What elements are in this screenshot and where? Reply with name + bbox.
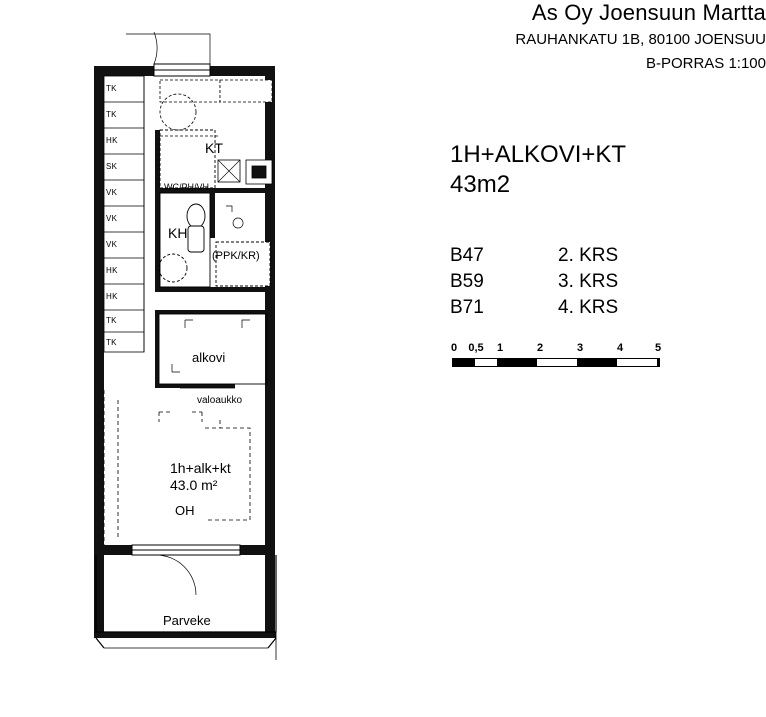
room-label-balcony: Parveke [163, 613, 211, 628]
room-label-light-opening: valoaukko [197, 395, 243, 406]
room-label-living: OH [175, 503, 195, 518]
scale-bar-labels [452, 342, 660, 356]
closet-label: VK [106, 214, 118, 223]
scale-tick-3: 3 [576, 342, 584, 354]
unit-floor: 3. KRS [558, 271, 619, 292]
unit-floor: 4. KRS [558, 297, 619, 318]
closet-label: TK [106, 84, 117, 93]
scale-tick-05: 0,5 [468, 342, 484, 354]
closet-label: TK [106, 316, 117, 325]
room-label-bathroom: KH [168, 225, 188, 241]
unit-code: B59 [450, 271, 484, 292]
room-label-alcove: alkovi [192, 350, 226, 365]
unit-floor-table [450, 243, 618, 321]
apartment-type-block [450, 140, 626, 200]
unit-code: B71 [450, 297, 484, 318]
unit-floor: 2. KRS [558, 245, 619, 266]
table-row [450, 295, 618, 321]
balcony-door [132, 545, 240, 595]
plan-area-label: 43.0 m² [170, 477, 218, 493]
scale-bar [452, 342, 660, 367]
unit-code: B47 [450, 245, 484, 266]
room-label-kitchen: KT [205, 140, 223, 156]
address-line: RAUHANKATU 1B, 80100 JOENSUU [515, 31, 766, 48]
scale-tick-1: 1 [496, 342, 504, 354]
table-row [450, 269, 618, 295]
closet-label: SK [106, 162, 118, 171]
closet-label: VK [106, 240, 118, 249]
closet-label: TK [106, 110, 117, 119]
stair-scale-line: B-PORRAS 1:100 [645, 55, 766, 72]
scale-tick-0: 0 [450, 342, 458, 354]
alcove-room [159, 314, 267, 384]
closet-label: TK [106, 338, 117, 347]
closet-label: HK [106, 266, 118, 275]
closet-label: VK [106, 188, 118, 197]
balcony-outline [96, 555, 276, 660]
closet-label: HK [106, 292, 118, 301]
closet-label: HK [106, 136, 118, 145]
plan-type-label: 1h+alk+kt [170, 460, 231, 476]
page-title: As Oy Joensuun Martta [531, 0, 766, 25]
scale-tick-5: 5 [654, 342, 662, 354]
header [420, 0, 766, 75]
kitchen-fixtures [160, 80, 272, 184]
scale-bar-graphic [452, 358, 660, 367]
floor-plan-drawing [60, 20, 420, 700]
apartment-area: 43m2 [450, 171, 511, 198]
table-row [450, 243, 618, 269]
floor-plan-svg [60, 20, 420, 700]
scale-tick-2: 2 [536, 342, 544, 354]
room-label-wc: WC/PH/VH [164, 182, 209, 192]
apartment-type: 1H+ALKOVI+KT [450, 141, 627, 168]
room-label-laundry: (PPK/KR) [212, 250, 260, 262]
scale-tick-4: 4 [616, 342, 624, 354]
wc-room [160, 130, 215, 188]
